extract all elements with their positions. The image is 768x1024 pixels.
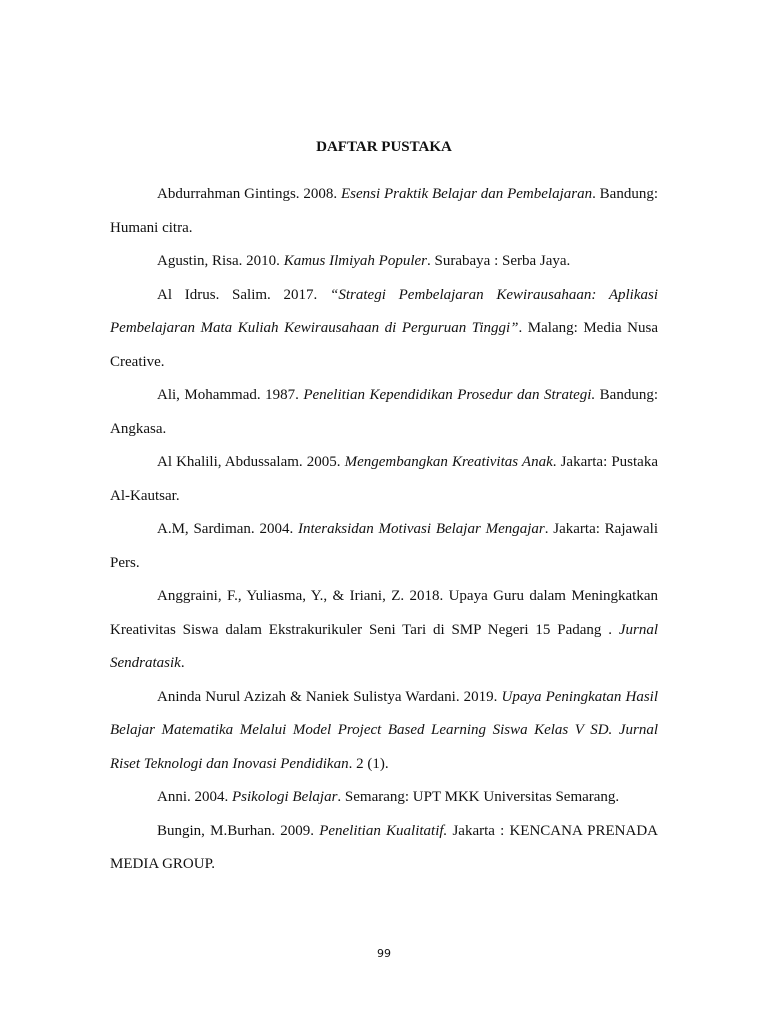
reference-text: Bungin, M.Burhan. 2009.: [157, 822, 320, 839]
reference-entry: [110, 245, 658, 279]
reference-title: Penelitian Kualitatif.: [319, 822, 448, 839]
reference-text: Agustin, Risa. 2010.: [157, 253, 284, 269]
reference-text: Ali, Mohammad. 1987.: [157, 387, 304, 403]
reference-text: Anggraini, F., Yuliasma, Y., & Iriani, Z. 2018. Upaya Guru dalam Meningkatkan Kreativitas Siswa dalam Ekstrakurikuler Seni Tari di SMP Negeri 15 Padang .: [110, 588, 658, 638]
reference-publisher: Bandung: Angkasa.: [110, 387, 659, 437]
reference-title: Psikologi Belajar: [232, 789, 338, 805]
page-number: 99: [377, 947, 391, 960]
reference-text: Al Idrus. Salim. 2017.: [157, 286, 331, 303]
reference-publisher: . Malang: Media Nusa Creative.: [110, 320, 659, 370]
reference-text: Abdurrahman Gintings. 2008.: [157, 186, 341, 202]
reference-text: A.M, Sardiman. 2004.: [157, 521, 298, 537]
page-title: DAFTAR PUSTAKA: [316, 139, 452, 155]
reference-publisher: .: [180, 655, 185, 671]
reference-entry: [110, 681, 658, 782]
reference-entry: [110, 178, 658, 245]
reference-title: Upaya Peningkatan Hasil Belajar Matematika Melalui Model Project Based Learning Siswa Kelas V SD. Jurnal Riset Teknologi dan Inovasi Pendidikan: [110, 688, 658, 772]
reference-title: Interaksidan Motivasi Belajar Mengajar: [297, 521, 545, 537]
reference-publisher: . Bandung: Humani citra.: [110, 186, 658, 236]
reference-title: Esensi Praktik Belajar dan Pembelajaran: [340, 186, 593, 202]
reference-title: Jurnal Sendratasik: [110, 621, 658, 671]
reference-text: Anni. 2004.: [157, 789, 232, 805]
reference-publisher: . Jakarta: Pustaka Al-Kautsar.: [110, 454, 658, 504]
reference-publisher: Jakarta : KENCANA PRENADA MEDIA GROUP.: [110, 822, 658, 872]
reference-entry: [110, 781, 658, 815]
reference-title: Kamus Ilmiyah Populer: [283, 253, 428, 269]
reference-text: Al Khalili, Abdussalam. 2005.: [157, 454, 345, 470]
reference-entry: [110, 580, 658, 681]
reference-entry: [110, 379, 658, 446]
reference-publisher: . Jakarta: Rajawali Pers.: [110, 521, 658, 571]
reference-entry: [110, 446, 658, 513]
reference-publisher: . 2 (1).: [348, 755, 389, 772]
reference-text: Aninda Nurul Azizah & Naniek Sulistya Wardani. 2019.: [157, 688, 502, 705]
reference-title: Penelitian Kependidikan Prosedur dan Strategi.: [303, 387, 596, 403]
reference-list: [110, 178, 658, 882]
reference-entry: [110, 815, 658, 882]
reference-title: “Strategi Pembelajaran Kewirausahaan: Aplikasi Pembelajaran Mata Kuliah Kewirausahaan di Perguruan Tinggi”: [110, 286, 658, 336]
reference-title: Mengembangkan Kreativitas Anak: [344, 454, 553, 470]
reference-publisher: . Surabaya : Serba Jaya.: [427, 253, 571, 269]
reference-publisher: . Semarang: UPT MKK Universitas Semarang.: [337, 789, 620, 805]
reference-entry: [110, 513, 658, 580]
reference-entry: [110, 279, 658, 380]
